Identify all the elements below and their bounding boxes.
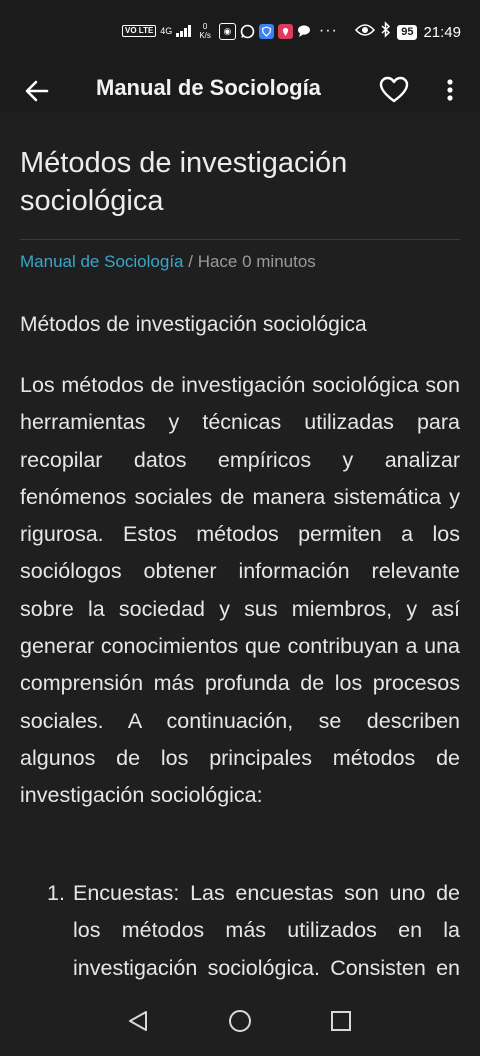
status-right	[355, 22, 461, 42]
time-ago: Hace 0 minutos	[197, 252, 316, 271]
article-paragraph: Los métodos de investigación sociológica son herramientas y técnicas utilizadas para recopilar datos empíricos y analizar fenómenos sociales de manera sistemática y rigurosa. Estos métodos permiten a los sociólogos obtener información relevante sobre la sociedad y sus miembros, y así generar conocimientos que contribuyan a una comprensión más profunda de los procesos sociales. A continuación, se describen algunos de los principales métodos de investigación sociológica:	[20, 373, 460, 808]
network-type: 4G	[160, 26, 173, 36]
article-subheading: Métodos de investigación sociológica	[20, 313, 367, 336]
speed-value: 0	[202, 22, 208, 31]
clock: 21:49	[423, 23, 461, 41]
signal-icon	[176, 25, 191, 37]
heart-outline-icon	[378, 74, 410, 106]
more-options-button[interactable]	[440, 75, 460, 105]
shield-icon	[259, 24, 274, 39]
back-button[interactable]	[22, 76, 52, 106]
circle-home-icon	[225, 1006, 255, 1036]
speed-unit: K/s	[199, 31, 211, 40]
meta-separator: /	[183, 252, 198, 271]
bluetooth-icon	[381, 22, 391, 42]
more-vertical-icon	[440, 75, 460, 105]
nav-recents-button[interactable]	[326, 1006, 356, 1036]
more-notifications-icon: ···	[318, 22, 338, 39]
article-content[interactable]	[0, 112, 480, 988]
location-app-icon	[278, 24, 293, 39]
navigation-bar	[0, 988, 480, 1056]
status-left	[122, 22, 338, 40]
arrow-left-icon	[22, 76, 52, 106]
list-number: 1.	[47, 881, 65, 905]
eye-icon	[355, 23, 375, 42]
article-meta	[20, 251, 316, 273]
category-link[interactable]: Manual de Sociología	[20, 252, 184, 271]
whatsapp-icon	[240, 24, 255, 39]
cast-icon: ◉	[219, 23, 236, 40]
nav-back-button[interactable]	[124, 1006, 154, 1036]
battery-icon: 95	[397, 25, 417, 40]
nav-home-button[interactable]	[225, 1006, 255, 1036]
favorite-button[interactable]	[378, 74, 410, 106]
chat-icon	[297, 24, 312, 39]
list-item-text: Encuestas: Las encuestas son uno de los métodos más utilizados en la investigación sociológica. Consisten en	[73, 881, 460, 980]
divider	[20, 239, 460, 240]
article-title: Métodos de investigación sociológica	[20, 147, 348, 217]
app-bar	[0, 68, 480, 112]
app-title: Manual de Sociología	[96, 75, 321, 100]
volte-icon: VO LTE	[122, 25, 156, 37]
triangle-back-icon	[124, 1006, 154, 1036]
square-recents-icon	[326, 1006, 356, 1036]
status-bar	[0, 0, 480, 68]
network-speed	[199, 22, 211, 40]
